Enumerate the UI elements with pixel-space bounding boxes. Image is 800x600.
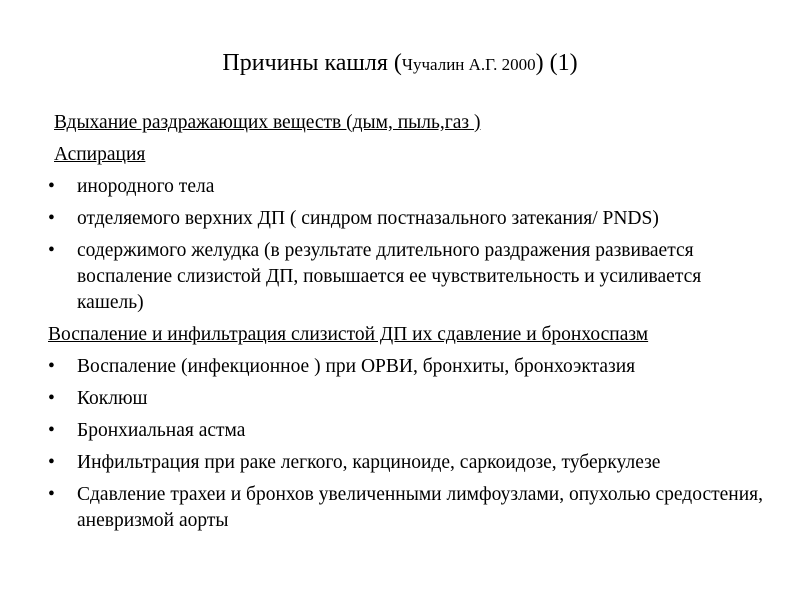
list-item-text: Коклюш xyxy=(77,388,148,409)
bullet-icon: • xyxy=(48,420,55,441)
bullet-icon: • xyxy=(48,452,55,473)
list-item-text: Бронхиальная астма xyxy=(77,420,246,441)
list-item xyxy=(48,354,768,380)
list-item xyxy=(48,450,768,476)
slide-content xyxy=(48,110,768,534)
bullet-icon: • xyxy=(48,356,55,377)
bullet-icon: • xyxy=(48,208,55,229)
bullet-icon: • xyxy=(48,176,55,197)
list-item xyxy=(48,206,768,232)
title-author: Чучалин А.Г. 2000 xyxy=(401,55,536,74)
bullet-icon: • xyxy=(48,240,55,261)
bullet-icon: • xyxy=(48,388,55,409)
title-main: Причины кашля ( xyxy=(222,50,402,76)
list-item-text: Инфильтрация при раке легкого, карциноиде, саркоидозе, туберкулезе xyxy=(77,452,661,473)
list-item xyxy=(48,174,768,200)
list-item-text: инородного тела xyxy=(77,176,215,197)
slide-title xyxy=(0,46,800,82)
heading-inhalation: Вдыхание раздражающих веществ (дым, пыль,газ ) xyxy=(54,112,481,133)
list-item-text: отделяемого верхних ДП ( синдром постназального затекания/ PNDS) xyxy=(77,208,659,229)
heading-inflammation: Воспаление и инфильтрация слизистой ДП их сдавление и бронхоспазм xyxy=(48,324,649,345)
bullet-icon: • xyxy=(48,484,55,505)
list-item xyxy=(48,418,768,444)
list-item xyxy=(48,238,768,316)
list-item xyxy=(48,482,768,534)
list-item-text: Воспаление (инфекционное ) при ОРВИ, бронхиты, бронхоэктазия xyxy=(77,356,636,377)
list-item-text: содержимого желудка (в результате длительного раздражения развивается воспаление слизистой ДП, повышается ее чувствительность и усиливается кашель) xyxy=(77,240,702,313)
title-end: ) (1) xyxy=(535,50,578,76)
list-item-text: Сдавление трахеи и бронхов увеличенными лимфоузлами, опухолью средостения, аневризмой аорты xyxy=(77,484,763,531)
list-item xyxy=(48,386,768,412)
heading-aspiration: Аспирация xyxy=(54,144,146,165)
